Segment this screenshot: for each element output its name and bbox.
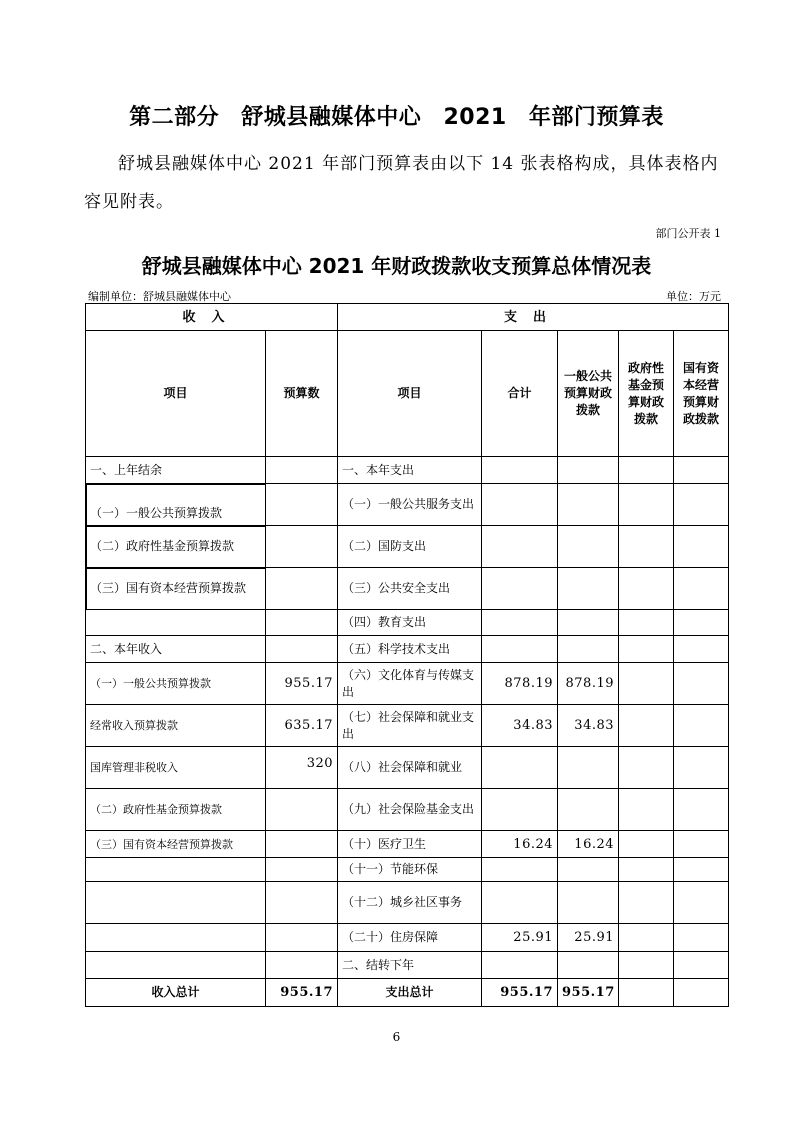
income-value: 320 <box>266 747 338 789</box>
income-value <box>266 484 338 526</box>
income-item <box>86 882 266 924</box>
fund-total-value <box>619 979 674 1007</box>
income-item: （一）一般公共预算拨款 <box>86 484 266 526</box>
expense-item: （二）国防支出 <box>338 526 482 568</box>
income-value: 635.17 <box>266 705 338 747</box>
expense-total <box>482 636 558 663</box>
expense-item-header: 项目 <box>338 331 482 457</box>
expense-item: （二十）住房保障 <box>338 924 482 952</box>
expense-total-label: 支出总计 <box>338 979 482 1007</box>
expense-state <box>674 747 729 789</box>
table-row <box>86 568 729 610</box>
income-item: 经常收入预算拨款 <box>86 705 266 747</box>
expense-item: 一、本年支出 <box>338 457 482 484</box>
expense-state <box>674 952 729 979</box>
table-row <box>86 789 729 831</box>
expense-general <box>558 952 619 979</box>
expense-total: 25.91 <box>482 924 558 952</box>
income-item: 国库管理非税收入 <box>86 747 266 789</box>
expense-fund <box>619 705 674 747</box>
expense-total <box>482 526 558 568</box>
expense-total: 16.24 <box>482 831 558 858</box>
expense-fund <box>619 636 674 663</box>
expense-item: （三）公共安全支出 <box>338 568 482 610</box>
expense-total <box>482 568 558 610</box>
income-item <box>86 858 266 882</box>
table-row <box>86 484 729 526</box>
expense-total-header: 合计 <box>482 331 558 457</box>
table-row <box>86 610 729 636</box>
expense-item: （九）社会保险基金支出 <box>338 789 482 831</box>
income-value <box>266 858 338 882</box>
expense-state <box>674 636 729 663</box>
fund-budget-header: 政府性基金预算财政拨款 <box>619 331 674 457</box>
income-item: （三）国有资本经营预算拨款 <box>86 831 266 858</box>
expense-state <box>674 831 729 858</box>
income-item: （二）政府性基金预算拨款 <box>86 789 266 831</box>
expense-general: 16.24 <box>558 831 619 858</box>
table-number: 部门公开表 1 <box>655 227 721 240</box>
income-item <box>86 952 266 979</box>
state-capital-header: 国有资本经营预算财政拨款 <box>674 331 729 457</box>
general-total-value: 955.17 <box>558 979 619 1007</box>
expense-item: （十一）节能环保 <box>338 858 482 882</box>
expense-state <box>674 526 729 568</box>
expense-fund <box>619 858 674 882</box>
expense-general <box>558 568 619 610</box>
part-title: 第二部分 舒城县融媒体中心 2021 年部门预算表 <box>129 105 664 130</box>
expense-general <box>558 858 619 882</box>
table-row <box>86 636 729 663</box>
income-total-value: 955.17 <box>266 979 338 1007</box>
expense-item: （七）社会保障和就业支出 <box>338 705 482 747</box>
income-item: （三）国有资本经营预算拨款 <box>86 568 266 610</box>
income-value <box>266 568 338 610</box>
expense-state <box>674 484 729 526</box>
income-item: 二、本年收入 <box>86 636 266 663</box>
income-budget-header: 预算数 <box>266 331 338 457</box>
expense-item: （一）一般公共服务支出 <box>338 484 482 526</box>
expense-fund <box>619 526 674 568</box>
expense-item: （四）教育支出 <box>338 610 482 636</box>
expense-state <box>674 858 729 882</box>
expense-fund <box>619 882 674 924</box>
expense-fund <box>619 952 674 979</box>
expense-item: （十二）城乡社区事务 <box>338 882 482 924</box>
expense-state <box>674 663 729 705</box>
expense-total <box>482 789 558 831</box>
income-item-header: 项目 <box>86 331 266 457</box>
expense-state <box>674 924 729 952</box>
expense-item: （五）科学技术支出 <box>338 636 482 663</box>
expense-general <box>558 747 619 789</box>
expense-total <box>482 457 558 484</box>
expense-fund <box>619 484 674 526</box>
income-value: 955.17 <box>266 663 338 705</box>
expense-item: （六）文化体育与传媒支出 <box>338 663 482 705</box>
income-item: （一）一般公共预算拨款 <box>86 663 266 705</box>
expense-fund <box>619 610 674 636</box>
income-item <box>86 610 266 636</box>
expense-fund <box>619 663 674 705</box>
income-value <box>266 924 338 952</box>
expense-general: 25.91 <box>558 924 619 952</box>
income-value <box>266 526 338 568</box>
table-row <box>86 457 729 484</box>
expense-general: 878.19 <box>558 663 619 705</box>
income-item <box>86 924 266 952</box>
intro-paragraph: 舒城县融媒体中心 2021 年部门预算表由以下 14 张表格构成，具体表格内容见附表。 <box>84 154 719 212</box>
expense-state <box>674 882 729 924</box>
income-value <box>266 457 338 484</box>
header-row-sections <box>86 304 729 331</box>
income-total-label: 收入总计 <box>86 979 266 1007</box>
table-row <box>86 705 729 747</box>
budget-table <box>85 303 729 1007</box>
general-budget-header: 一般公共预算财政拨款 <box>558 331 619 457</box>
expense-total-value: 955.17 <box>482 979 558 1007</box>
table-row <box>86 858 729 882</box>
income-value <box>266 610 338 636</box>
expense-total <box>482 858 558 882</box>
table-row <box>86 882 729 924</box>
compiling-unit: 编制单位：舒城县融媒体中心 <box>88 290 231 303</box>
income-value <box>266 952 338 979</box>
income-value <box>266 831 338 858</box>
expense-state <box>674 789 729 831</box>
expense-total <box>482 610 558 636</box>
expense-fund <box>619 747 674 789</box>
table-row <box>86 526 729 568</box>
expense-total <box>482 484 558 526</box>
expense-general <box>558 882 619 924</box>
expense-item: （八）社会保障和就业 <box>338 747 482 789</box>
expense-total <box>482 882 558 924</box>
expense-item: （十）医疗卫生 <box>338 831 482 858</box>
expense-total: 878.19 <box>482 663 558 705</box>
income-value <box>266 882 338 924</box>
expense-state <box>674 457 729 484</box>
expense-fund <box>619 568 674 610</box>
expense-state <box>674 705 729 747</box>
expense-fund <box>619 789 674 831</box>
expense-general <box>558 636 619 663</box>
table-row <box>86 952 729 979</box>
expense-header: 支出 <box>338 304 729 331</box>
state-total-value <box>674 979 729 1007</box>
expense-general <box>558 484 619 526</box>
expense-total <box>482 747 558 789</box>
table-title: 舒城县融媒体中心 2021 年财政拨款收支预算总体情况表 <box>141 254 652 278</box>
income-value <box>266 636 338 663</box>
expense-general <box>558 610 619 636</box>
page-number: 6 <box>392 1030 401 1044</box>
expense-fund <box>619 924 674 952</box>
table-row <box>86 831 729 858</box>
currency-unit: 单位：万元 <box>666 290 721 303</box>
income-header: 收入 <box>86 304 338 331</box>
expense-general: 34.83 <box>558 705 619 747</box>
expense-fund <box>619 457 674 484</box>
expense-total: 34.83 <box>482 705 558 747</box>
expense-general <box>558 789 619 831</box>
table-row <box>86 924 729 952</box>
expense-total <box>482 952 558 979</box>
expense-item: 二、结转下年 <box>338 952 482 979</box>
expense-fund <box>619 831 674 858</box>
expense-general <box>558 457 619 484</box>
income-item: 一、上年结余 <box>86 457 266 484</box>
expense-general <box>558 526 619 568</box>
income-value <box>266 789 338 831</box>
totals-row <box>86 979 729 1007</box>
expense-state <box>674 568 729 610</box>
expense-state <box>674 610 729 636</box>
income-item: （二）政府性基金预算拨款 <box>86 526 266 568</box>
table-row <box>86 663 729 705</box>
header-row-columns <box>86 331 729 457</box>
table-row <box>86 747 729 789</box>
